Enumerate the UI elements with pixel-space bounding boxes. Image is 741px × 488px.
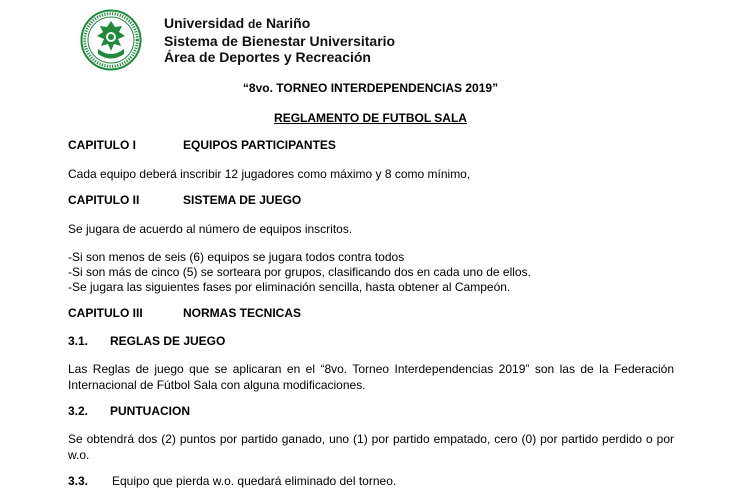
chapter-3-number: CAPITULO III [68,306,143,320]
university-seal-icon [80,9,142,71]
section-3-3-number: 3.3. [68,474,89,488]
section-3-2-text: Se obtendrá dos (2) puntos por partido ganado, uno (1) por partido empatado, cero (0) por partido perdido o por w.o. [68,432,674,462]
section-3-1-title: REGLAS DE JUEGO [110,334,226,348]
area-line: Área de Deportes y Recreación [164,49,371,65]
chapter-1-text: Cada equipo deberá inscribir 12 jugadores como máximo y 8 como mínimo, [68,167,471,181]
chapter-3-title: NORMAS TECNICAS [183,306,302,320]
chapter-2-number: CAPITULO II [68,193,140,207]
system-line: Sistema de Bienestar Universitario [164,32,396,49]
chapter-1-title: EQUIPOS PARTICIPANTES [183,138,336,152]
section-3-1-number: 3.1. [68,334,89,348]
section-3-2-number: 3.2. [68,404,89,418]
chapter-1-number: CAPITULO I [68,138,136,152]
chapter-2-bullet-1: -Si son menos de seis (6) equipos se jugara todos contra todos [68,250,405,264]
chapter-2-bullet-3: -Se jugara las siguientes fases por eliminación sencilla, hasta obtener al Campeón. [68,280,511,294]
university-line: Universidad de Nariño [164,15,311,31]
section-3-3-text: Equipo que pierda w.o. quedará eliminado del torneo. [112,474,397,488]
chapter-2-bullet-2: -Si son más de cinco (5) se sorteara por grupos, clasificando dos en cada uno de ellos. [68,265,531,279]
section-3-2-title: PUNTUACION [110,404,190,418]
institution-header [164,15,395,66]
chapter-2-title: SISTEMA DE JUEGO [183,193,302,207]
chapter-2-text: Se jugara de acuerdo al número de equipos inscritos. [68,222,353,236]
document-subtitle: REGLAMENTO DE FUTBOL SALA [274,111,467,125]
document-title: “8vo. TORNEO INTERDEPENDENCIAS 2019” [242,81,499,95]
section-3-1-text: Las Reglas de juego que se aplicaran en el “8vo. Torneo Interdependencias 2019” son las de la Federación Internacional de Fútbol Sala con alguna modificaciones. [68,362,674,392]
